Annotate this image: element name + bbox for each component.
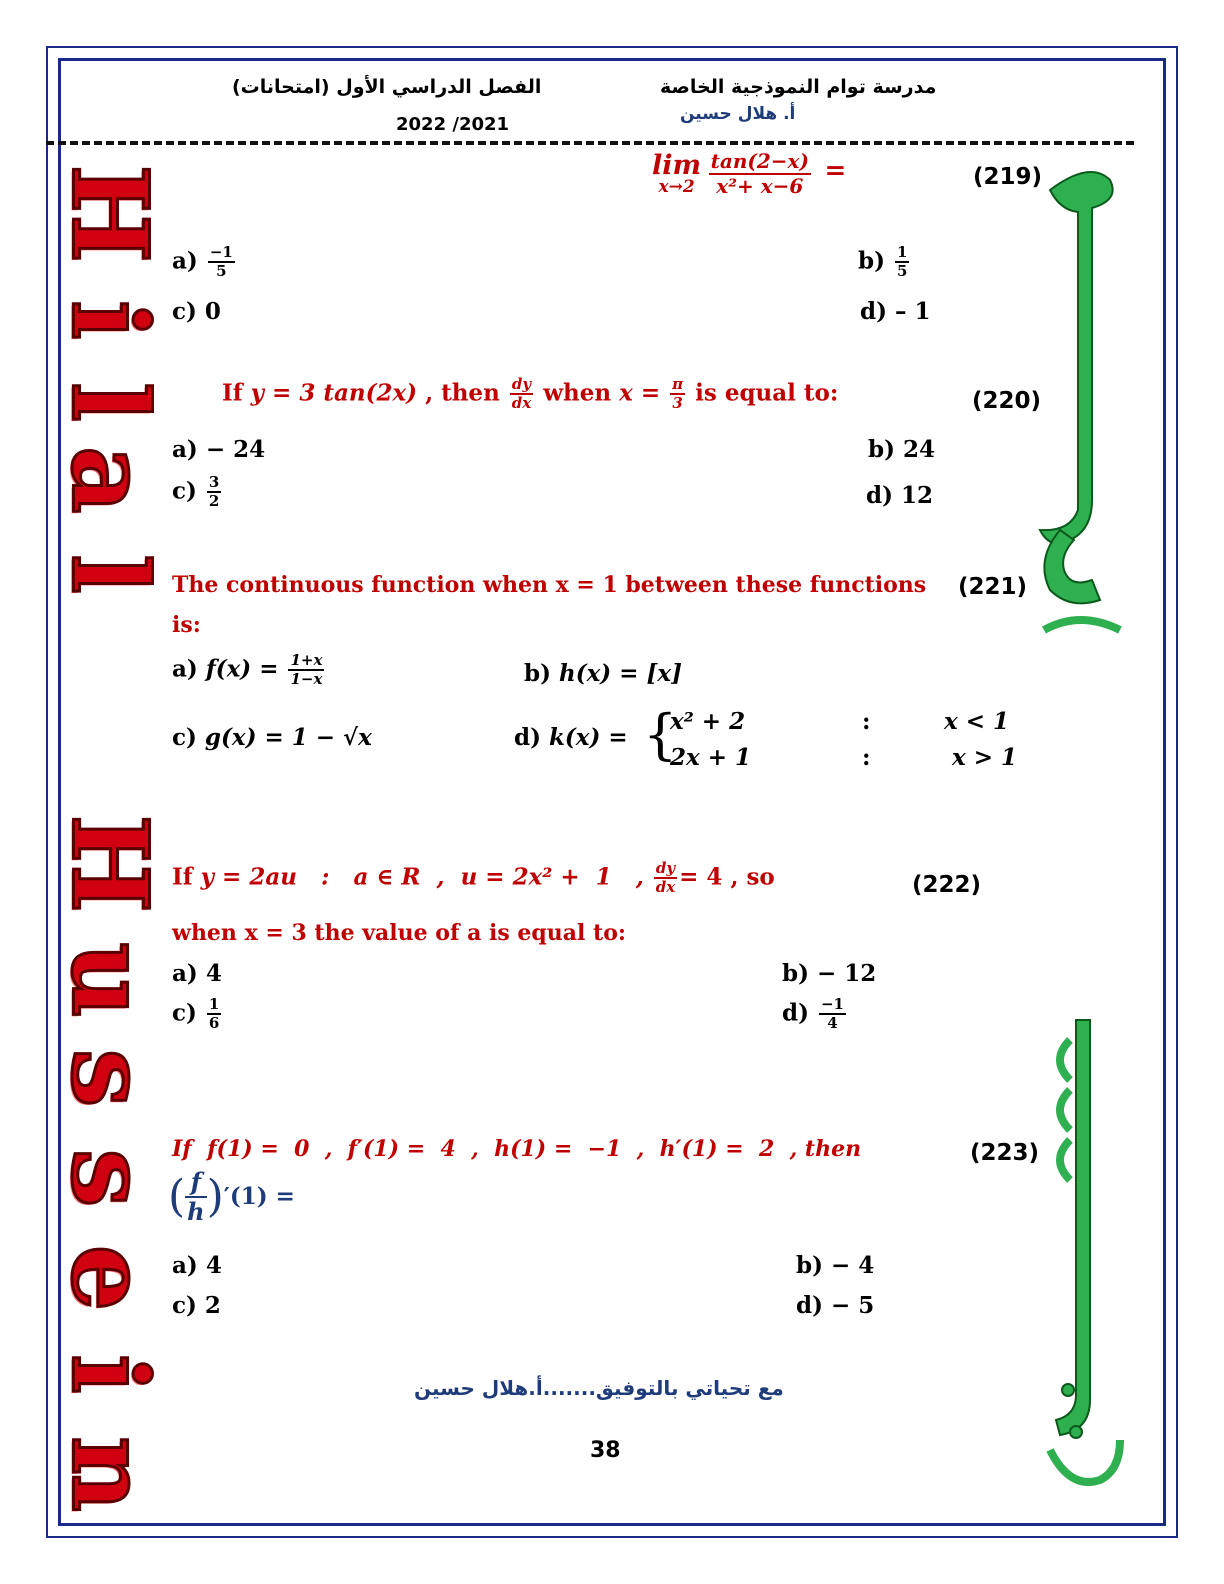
- option-denominator: 5: [216, 262, 227, 281]
- q222-line2: when x = 3 the value of a is equal to:: [172, 920, 626, 946]
- school-name: مدرسة توام النموذجية الخاصة: [660, 76, 937, 98]
- q222-tail: = 4 , so: [679, 863, 775, 891]
- q220-number: (220): [972, 388, 1042, 414]
- option-lhs: k(x) =: [548, 724, 628, 751]
- piecewise-brace: {: [643, 703, 678, 766]
- q220-xeq: x =: [619, 379, 669, 407]
- q222-question: [172, 860, 775, 897]
- side-letter: a: [48, 446, 172, 514]
- q219-expression: [652, 150, 846, 198]
- option-value: 2: [204, 1292, 221, 1319]
- q220-text: If: [222, 379, 251, 407]
- option-value: 0: [204, 298, 221, 325]
- q219-number: (219): [973, 164, 1043, 190]
- option-value: − 5: [830, 1292, 875, 1319]
- option-label: a): [172, 1252, 198, 1279]
- option-value: – 1: [894, 298, 931, 325]
- option-label: a): [172, 655, 198, 683]
- option-label: c): [172, 477, 197, 505]
- q223-option-c: [172, 1292, 221, 1319]
- q222-option-b: [782, 960, 876, 987]
- option-numerator: 3: [207, 474, 221, 493]
- side-letter: s: [48, 1048, 172, 1108]
- option-value: − 12: [816, 960, 877, 987]
- teacher-name: أ. هلال حسين: [680, 104, 796, 124]
- side-letter: i: [48, 300, 172, 340]
- q223-option-a: [172, 1252, 222, 1279]
- side-letter: l: [48, 382, 172, 422]
- q219-fraction: [709, 150, 811, 198]
- option-value: h(x) = [x]: [558, 660, 682, 687]
- q223-number: (223): [970, 1140, 1040, 1166]
- option-value: − 24: [205, 436, 266, 463]
- option-numerator: −1: [208, 244, 235, 263]
- option-label: b): [524, 660, 551, 687]
- q220-option-d: [866, 482, 933, 509]
- q219-numerator: tan(2−x): [710, 149, 809, 173]
- q219-denominator: x²+ x−6: [716, 174, 804, 198]
- header-divider: [46, 141, 1134, 145]
- q223-h: h: [187, 1196, 205, 1226]
- q223-tail: ′(1) =: [223, 1183, 295, 1211]
- q220-question: [222, 376, 838, 413]
- side-letter: u: [48, 942, 172, 1018]
- q219-option-d: [860, 298, 931, 325]
- q220-tail: is equal to:: [687, 379, 839, 407]
- option-label: c): [172, 999, 197, 1027]
- option-value: g(x) = 1 − √x: [204, 724, 372, 751]
- option-lhs: f(x) =: [205, 655, 287, 683]
- q223-expression: ( $\frac{f}{h}$ )′(1) =: [168, 1167, 295, 1226]
- q219-lim-sub: x→2: [658, 177, 695, 197]
- q220-dx: dx: [511, 394, 532, 413]
- option-label: b): [868, 436, 895, 463]
- option-denominator: 2: [208, 492, 220, 511]
- option-value: 24: [902, 436, 935, 463]
- q220-option-c: [172, 474, 223, 511]
- option-label: c): [172, 724, 197, 751]
- option-label: d): [866, 482, 893, 509]
- option-label: c): [172, 1292, 197, 1319]
- option-label: b): [796, 1252, 823, 1279]
- footer-greeting: مع تحياتي بالتوفيق.......أ.هلال حسين: [414, 1376, 784, 1400]
- option-label: b): [782, 960, 809, 987]
- option-label: a): [172, 436, 198, 463]
- option-label: b): [858, 247, 885, 275]
- q221-d-case2: 2x + 1: [670, 744, 752, 771]
- q223-option-d: [796, 1292, 874, 1319]
- q221-line1: The continuous function when x = 1 between these functions: [172, 572, 927, 598]
- q220-three: 3: [672, 394, 683, 413]
- q219-option-b: [858, 244, 911, 281]
- q222-dx: dx: [655, 878, 676, 897]
- semester-label: الفصل الدراسي الأول (امتحانات): [232, 76, 542, 98]
- option-label: d): [782, 999, 809, 1027]
- q220-dy: dy: [510, 376, 533, 395]
- option-value: − 4: [830, 1252, 875, 1279]
- option-numerator: −1: [819, 996, 846, 1015]
- q222-option-c: [172, 996, 223, 1033]
- option-denominator: 4: [827, 1014, 838, 1033]
- side-letter: n: [48, 1436, 172, 1512]
- q222-option-a: [172, 960, 222, 987]
- q222-dy: dy: [654, 860, 677, 879]
- side-letter: s: [48, 1148, 172, 1208]
- option-numerator: 1: [207, 996, 221, 1015]
- q222-option-d: [782, 996, 848, 1033]
- option-label: d): [514, 724, 541, 751]
- option-numerator: 1: [895, 244, 909, 263]
- option-label: a): [172, 960, 198, 987]
- option-label: c): [172, 298, 197, 325]
- option-denominator: 1−x: [290, 670, 323, 689]
- q221-d-case1: x² + 2: [670, 708, 746, 735]
- q220-pi: π: [670, 376, 685, 395]
- q222-number: (222): [912, 872, 982, 898]
- q221-d-cond1: x < 1: [944, 708, 1010, 735]
- q221-option-a: [172, 652, 326, 689]
- side-letter: l: [48, 554, 172, 594]
- school-year: 2022 /2021: [396, 114, 510, 135]
- q221-line2: is:: [172, 612, 201, 638]
- q221-number: (221): [958, 574, 1028, 600]
- q220-option-a: [172, 436, 265, 463]
- green-calligraphy: [1030, 160, 1130, 1500]
- q220-expr: y = 3 tan(2x): [250, 379, 418, 407]
- q221-option-d-lhs: [514, 724, 628, 751]
- q223-line1: If f(1) = 0 , f′(1) = 4 , h(1) = −1 , h′(1) = 2 , then: [172, 1136, 862, 1162]
- option-label: d): [796, 1292, 823, 1319]
- q222-text: If: [172, 863, 201, 891]
- side-letter: e: [48, 1244, 172, 1312]
- option-denominator: 5: [896, 262, 908, 281]
- option-numerator: 1+x: [288, 652, 324, 671]
- q222-expr: y = 2au : a ∈ R , u = 2x² + 1 ,: [200, 863, 644, 891]
- q220-when: when: [543, 379, 620, 407]
- q220-then: , then: [417, 379, 508, 407]
- side-letter: i: [48, 1354, 172, 1394]
- q219-equals: =: [824, 155, 847, 186]
- option-label: d): [860, 298, 887, 325]
- side-letter: H: [48, 164, 172, 263]
- page-number: 38: [590, 1438, 621, 1463]
- q221-option-b: [524, 660, 682, 687]
- option-denominator: 6: [208, 1014, 220, 1033]
- q221-d-colon2: :: [862, 744, 871, 771]
- option-value: 4: [205, 960, 222, 987]
- option-label: a): [172, 247, 198, 275]
- q223-option-b: [796, 1252, 874, 1279]
- q220-option-b: [868, 436, 935, 463]
- option-value: 4: [205, 1252, 222, 1279]
- q219-lim: lim: [652, 150, 702, 181]
- side-letter: H: [48, 814, 172, 913]
- q219-option-c: [172, 298, 221, 325]
- q223-f: f: [185, 1168, 206, 1198]
- q221-d-colon1: :: [862, 708, 871, 735]
- q219-option-a: [172, 244, 237, 281]
- option-value: 12: [900, 482, 933, 509]
- q221-d-cond2: x > 1: [952, 744, 1018, 771]
- q221-option-c: [172, 724, 372, 751]
